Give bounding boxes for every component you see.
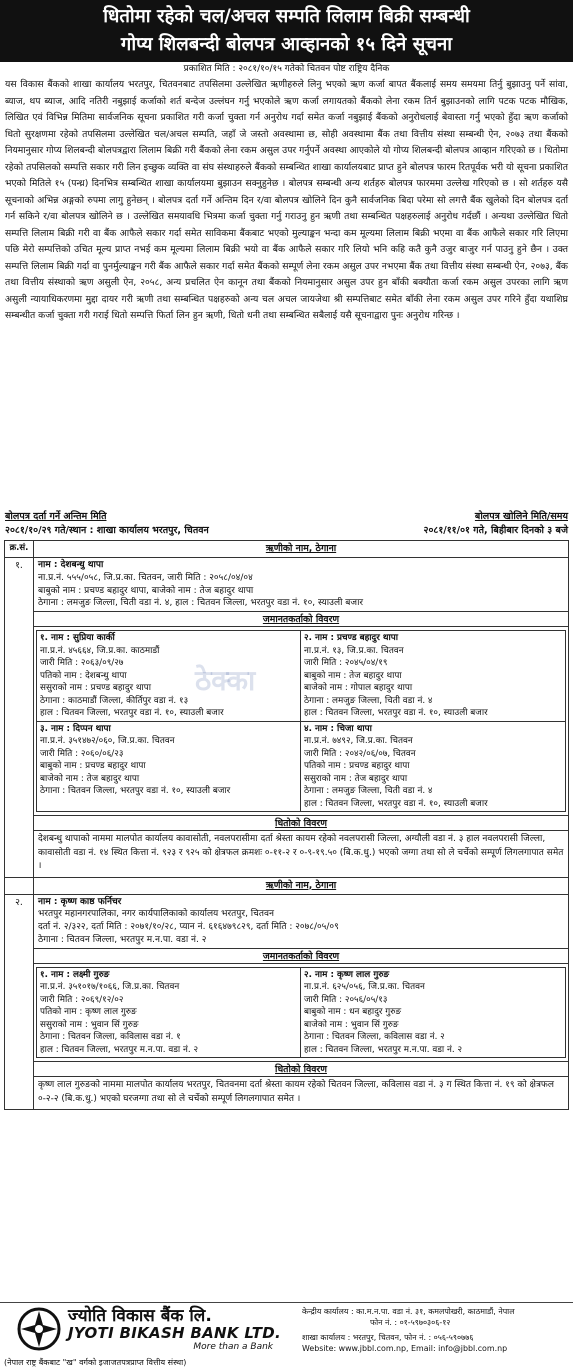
borrower-name: नाम : कृष्ण काष्ठ फर्निचर — [38, 896, 122, 907]
guarantor-detail: ना.प्र.नं. १३, जि.प्र.का. चितवन — [304, 645, 404, 656]
borrower-detail: भरतपुर महानगरपालिका, नगर कार्यपालिकाको कार्यालय भरतपुर, चितवन — [38, 909, 274, 920]
guarantor-grid — [36, 967, 566, 1059]
guarantor-detail: जारी मिति : २०४२/०६/०७, चितवन — [304, 748, 416, 759]
guarantor-header: जमानतकर्ताको विवरण — [34, 611, 568, 627]
jyoti-bikash-logo-icon — [16, 1307, 62, 1351]
guarantor-detail: बाबुको नाम : धन बहादुर गुरुङ — [304, 1007, 402, 1018]
opening-label: बोलपत्र खोलिने मिति/समय — [474, 511, 568, 522]
guarantor-card — [301, 631, 565, 722]
borrower-detail: बाबुको नाम : प्रचण्ड बहादुर थापा, बाजेको नाम : तेज बहादुर थापा — [38, 585, 254, 596]
guarantor-header: जमानतकर्ताको विवरण — [34, 948, 568, 964]
branch-office: शाखा कार्यालय : भरतपुर, चितवन, फोन नं. : ०५६-५९०७७६ — [302, 1333, 474, 1342]
guarantor-name: ४. नाम : चिजा थापा — [304, 723, 372, 734]
table-row — [5, 894, 569, 1110]
watermark: ठेक्का — [195, 664, 256, 697]
bank-contacts — [302, 1303, 573, 1369]
collateral-description: कृष्ण लाल गुरुङको नाममा मालपोत कार्यालय भरतपुर, चितवनमा दर्ता श्रेस्ता कायम रहेको चितवन जिल्ला, कविलास वडा नं. ३ ग स्थित कित्ता नं. १९ को क्षेत्रफल ०-२-२ (बि.क.धु.) भएको घरजग्गा तथा सो ले चर्चेको सम्पूर्ण लिगलगापात समेत । — [38, 1080, 554, 1104]
bank-licence: (नेपाल राष्ट्र बैंकबाट "ख" वर्गको इजाजतपत्रप्राप्त वित्तीय संस्था) — [4, 1358, 187, 1367]
guarantor-detail: बाजेको नाम : भुवान सिं गुरुङ — [304, 1019, 399, 1030]
head-office: केन्द्रीय कार्यालय : का.म.न.पा. वडा नं. ३१, कमलपोखरी, काठमाडौं, नेपाल — [302, 1307, 515, 1316]
guarantor-detail: जारी मिति : २०५६/०५/१३ — [304, 994, 388, 1005]
borrower-detail: ठेगाना : लमजुङ जिल्ला, चिती वडा नं. ४, हाल : चितवन जिल्ला, भरतपुर वडा नं. १०, स्याउली बजार — [38, 598, 364, 609]
guarantor-detail: पतिको नाम : प्रचण्ड बहादुर थापा — [304, 761, 410, 772]
guarantor-detail: ठेगाना : लमजुङ जिल्ला, चिती वडा नं. ४ — [304, 786, 433, 797]
bank-name-np: ज्योति विकास बैंक लि. — [68, 1306, 212, 1326]
guarantor-detail: ना.प्र.नं. ६२५/०५६, जि.प्र.का. चितवन — [304, 982, 425, 993]
bank-branding — [0, 1303, 302, 1369]
guarantor-detail: ना.प्र.नं. ४५६६४, जि.प्र.का. काठमाडौं — [40, 645, 160, 656]
guarantor-detail: ठेगाना : चितवन जिल्ला, कविलास वडा नं. २ — [304, 1032, 445, 1043]
bid-dates-values — [0, 525, 573, 540]
bank-footer — [0, 1302, 573, 1369]
guarantor-detail: जारी मिति : २०६३/०९/२७ — [40, 658, 124, 669]
guarantor-detail: जारी मिति : २०६०/०६/२३ — [40, 748, 124, 759]
guarantor-detail: ना.प्र.नं. ७४९२, जि.प्र.का. चितवन — [304, 736, 413, 747]
collateral-description: देशबन्धु थापाको नाममा मालपोत कार्यालय कावासोती, नवलपरासीमा दर्ता श्रेस्ता कायम रहेको नवलपरासी जिल्ला, अग्यौली वडा नं. ३ हाल नवलपरासी जिल्ला, कावासोती वडा नं. १४ स्थित कित्ता नं. ९२३ र ९२५ को क्षेत्रफल क्रमशः ०-११-२ र ०-९-१९.५० (बि.क.धु.) भएको जग्गा तथा सो ले चर्चेको सम्पूर्ण लिगलगापात समेत । — [38, 834, 564, 872]
guarantor-name: १. नाम : सुप्रिया कार्की — [40, 633, 115, 644]
collateral-header: धितोको विवरण — [34, 815, 568, 831]
guarantor-detail: जारी मिति : २०६९/१२/०२ — [40, 994, 124, 1005]
contact-info: Website: www.jbbl.com.np, Email: info@jbbl.com.np — [302, 1344, 508, 1353]
sn-blank — [5, 877, 34, 894]
guarantor-detail: बाबुको नाम : प्रचण्ड बहादुर थापा — [40, 761, 146, 772]
title-line-2: गोप्य शिलबन्दी बोलपत्र आव्हानको १५ दिने सूचना — [120, 34, 453, 55]
guarantor-detail: हाल : चितवन जिल्ला, भरतपुर वडा नं. १०, स्याउली बजार — [40, 708, 224, 719]
guarantor-detail: ठेगाना : चितवन जिल्ला, भरतपुर वडा नं. १०, स्याउली बजार — [40, 786, 231, 797]
borrower-info — [34, 558, 568, 611]
guarantor-card — [37, 722, 301, 813]
guarantor-detail: ठेगाना : चितवन जिल्ला, कविलास वडा नं. १ — [40, 1032, 181, 1043]
published-date: प्रकाशित मिति : २०८१/१०/१५ गतेको चितवन पोष्ट राष्ट्रिय दैनिक — [183, 64, 390, 74]
bid-dates-labels — [0, 511, 573, 525]
borrower-detail: ठेगाना : चितवन जिल्ला, भरतपुर म.न.पा. वडा नं. २ — [38, 935, 207, 946]
deadline-label: बोलपत्र दर्ता गर्ने अन्तिम मिति — [5, 511, 107, 522]
borrower-detail: ना.प्र.नं. ५५५/०५८, जि.प्र.का. चितवन, जारी मिति : २०५८/०४/०४ — [38, 572, 253, 583]
guarantor-detail: ससुराको नाम : प्रचण्ड बहादुर थापा — [40, 683, 152, 694]
guarantor-detail: ससुराको नाम : तेज बहादुर थापा — [304, 773, 408, 784]
table-row — [5, 558, 569, 878]
guarantor-detail: पतिको नाम : देशबन्धु थापा — [40, 670, 127, 681]
guarantor-detail: बाबुको नाम : तेज बहादुर थापा — [304, 670, 402, 681]
guarantor-grid — [36, 630, 566, 812]
guarantor-detail: बाजेको नाम : तेज बहादुर थापा — [40, 773, 140, 784]
guarantor-name: ३. नाम : दिप्पन थापा — [40, 723, 111, 734]
title-line-1: धितोमा रहेको चल/अचल सम्पति लिलाम बिक्री सम्बन्धी — [103, 6, 470, 27]
borrower-name: नाम : देशबन्धु थापा — [38, 560, 104, 570]
sn-header: क्र.सं. — [5, 541, 34, 558]
guarantor-card — [37, 968, 301, 1059]
guarantor-card — [301, 968, 565, 1059]
guarantor-detail: ठेगाना : लमजुङ जिल्ला, चिती वडा नं. ४ — [304, 695, 433, 706]
guarantor-detail: ना.प्र.नं. ३५१०१७/१०६६, जि.प्र.का. चितवन — [40, 982, 180, 993]
guarantor-name: २. नाम : कृष्ण लाल गुरुङ — [304, 969, 390, 980]
entry-sn: २. — [5, 894, 34, 1110]
guarantor-name: १. नाम : लक्ष्मी गुरुङ — [40, 969, 110, 980]
table-header-row — [5, 541, 569, 558]
bank-name-en: JYOTI BIKASH BANK LTD. — [68, 1324, 282, 1342]
borrower-info — [34, 895, 568, 948]
guarantor-detail: जारी मिति : २०४५/०४/१९ — [304, 658, 388, 669]
guarantor-detail: ससुराको नाम : भुवान सिं गुरुङ — [40, 1019, 139, 1030]
table-header-row — [5, 877, 569, 894]
guarantor-detail: पतिको नाम : कृष्ण लाल गुरुङ — [40, 1007, 137, 1018]
bank-name-block — [68, 1307, 281, 1353]
guarantor-detail: ठेगाना : काठमाडौं जिल्ला, कीर्तिपुर वडा नं. १३ — [40, 695, 189, 706]
bank-tagline: More than a Bank — [193, 1342, 274, 1352]
borrower-detail: दर्ता नं. २/३२२, दर्ता मिति : २०७१/१०/२८, प्यान नं. ६१६४७९८२९, दर्ता मिति : २०७८/०५/०९ — [38, 922, 339, 933]
borrower-header: ऋणीको नाम, ठेगाना — [265, 879, 337, 891]
guarantor-detail: हाल : चितवन जिल्ला, भरतपुर म.न.पा. वडा नं. २ — [40, 1044, 199, 1055]
guarantor-detail: ना.प्र.नं. ३५१४७२/०६०, जि.प्र.का. चितवन — [40, 736, 175, 747]
auction-table — [4, 540, 569, 1110]
guarantor-detail: हाल : चितवन जिल्ला, भरतपुर म.न.पा. वडा नं. २ — [304, 1044, 463, 1055]
deadline-value: २०८१/१०/२९ गते/स्थान : शाखा कार्यालय भरतपुर, चितवन — [5, 525, 209, 536]
opening-value: २०८१/११/०१ गते, बिहीबार दिनको ३ बजे — [423, 525, 568, 536]
head-office-phone: फोन नं. : ०१-५९७०३०६-१२ — [370, 1318, 451, 1327]
notice-body: यस विकास बैंकको शाखा कार्यालय भरतपुर, चितवनबाट तपसिलमा उल्लेखित ऋणीहरुले लिनु भएको ऋण कर्जा बापत बैंकलाई समय समयमा तिर्नु बुझाउनु पर्ने सांवा, ब्याज, थप ब्याज, आदि नतिरी नबुझाई कर्जाको शर्त बन्देज उल्लंघन गर्नु भएकोले ऋण कर्जा लगायतको बैंकको लेना रकम तिर्न बुझाउनको लागि पटक पटक मौखिक, लिखित एवं विभिन्न मितिमा सार्वजनिक सूचना प्रकाशित गरी कर्जा चुक्ता गर्न अनुरोध गर्दा समेत कर्जा नबुझाई बैंकको अनुरोधलाई बेवास्ता गर्नु भएको हुँदा ऋण कर्जाको धितो सुरक्षणमा रहेको तपसिलमा उल्लेखित चल/अचल सम्पति, जहाँ जे जस्तो अवस्थामा छ, सोही अवस्थामा बैंक तथा वित्तीय संस्था सम्बन्धी ऐन, २०७३ तथा बैंकको नियमानुसार गोप्य शिलबन्दी बोलपत्रद्वारा लिलाम बिक्री गरी बैंकको लेना रकम असुल उपर गर्नुपर्ने अवस्था आएकोले यो गोप्य शिलबन्दी बोलपत्र आव्हान गरिएको छ । धितोमा रहेको तपसिलको सम्पत्ति सकार गरी लिन इच्छुक व्यक्ति वा संघ संस्थाहरुले बैंकको सम्बन्धित शाखा कार्यालयबाट प्राप्त हुने बोलपत्र फारम रितपूर्वक भरी यो सूचना प्रकाशित भएको मितिले १५ (पन्ध्र) दिनभित्र सम्बन्धित शाखा कार्यालयमा बुझाउन सक्नुहुनेछ । बोलपत्र सम्बन्धी अन्य शर्तहरु बोलपत्र फारममा उल्लेख गरिएको छ । सो शर्तहरु यसै सूचनाको अभिन्न अङ्गको रुपमा लागु हुनेछन् । बोलपत्र दर्ता गर्ने अन्तिम दिन र/वा बोलपत्र खोलिने दिन कुनै सार्वजनिक बिदा परेमा सो लगत्तै बैंक खुलेको दिन बोलपत्र दर्ता गर्न सकिने र/वा बोलपत्र खोलिने छ । उल्लेखित समयावधि भित्रमा कर्जा चुक्ता गर्नु गराउनु हुन ऋणी तथा सम्बन्धित पक्षहरुलाई अनुरोध गर्दछौं । अन्यथा उल्लेखित धितो सम्पत्ति लिलाम बिक्री गरी वा बैंक आफैले सकार गर्दा समेत साविकमा बैंकबाट भएको मुल्याङ्कन भन्दा कम मूल्यमा लिलाम बिक्री भएमा वा बैंक आफैले सकार गरि लिएमा पछि मेरो सम्पत्तिको उचित मूल्य प्राप्त नभई कम मूल्यमा लिलाम बिक्री भयो वा बैंक आफैले सकार गरि लियो भनि कहि कतै कुनै उजुर बाजुर गर्न पाउनु हुने छैन । उक्त सम्पत्ति लिलाम बिक्री गर्दा वा पुनर्मुल्याङ्कन गरी बैंक आफैले सकार गर्दा समेत बैंकको सम्पूर्ण लेना रकम असुल उपर नभएमा बैंक तथा वित्तीय संस्था सम्बन्धी ऐन, २०७३, बैंक तथा वित्तीय संस्थाको ऋण असुली ऐन, २०५८, अन्य प्रचलित ऐन कानून तथा बैंकको नियमानुसार असुल उपर हुन बाँकी बक्यौता कर्जा रकम असुल उपरका लागि ऋण असुली न्यायाधिकरणमा मुद्दा दायर गरी ऋणी तथा सम्बन्धित पक्षहरुको अन्य चल अचल जायजेथा श्री सम्पत्तिबाट समेत बाँकी लेना रकम असुल उपर गरिने हुँदा यथाशिघ्र सम्बन्धीत कर्जा चुक्ता गरी गराई धितो सम्पत्ति फिर्ता लिन हुन ऋणी, धितो धनी तथा सम्बन्धित सबैलाई यसै सूचनाद्वारा पुनः अनुरोध गरिन्छ । — [5, 79, 568, 321]
collateral-header: धितोको विवरण — [34, 1061, 568, 1077]
guarantor-detail: हाल : चितवन जिल्ला, भरतपुर वडा नं. १०, स्याउली बजार — [304, 708, 488, 719]
guarantor-name: २. नाम : प्रचण्ड बहादुर थापा — [304, 633, 399, 644]
guarantor-detail: हाल : चितवन जिल्ला, भरतपुर वडा नं. १०, स्याउली बजार — [304, 798, 488, 809]
guarantor-detail: बाजेको नाम : गोपाल बहादुर थापा — [304, 683, 413, 694]
guarantor-card — [37, 631, 301, 722]
borrower-header: ऋणीको नाम, ठेगाना — [265, 543, 337, 554]
notice-title — [0, 0, 573, 62]
entry-sn: १. — [5, 558, 34, 878]
guarantor-card — [301, 722, 565, 813]
